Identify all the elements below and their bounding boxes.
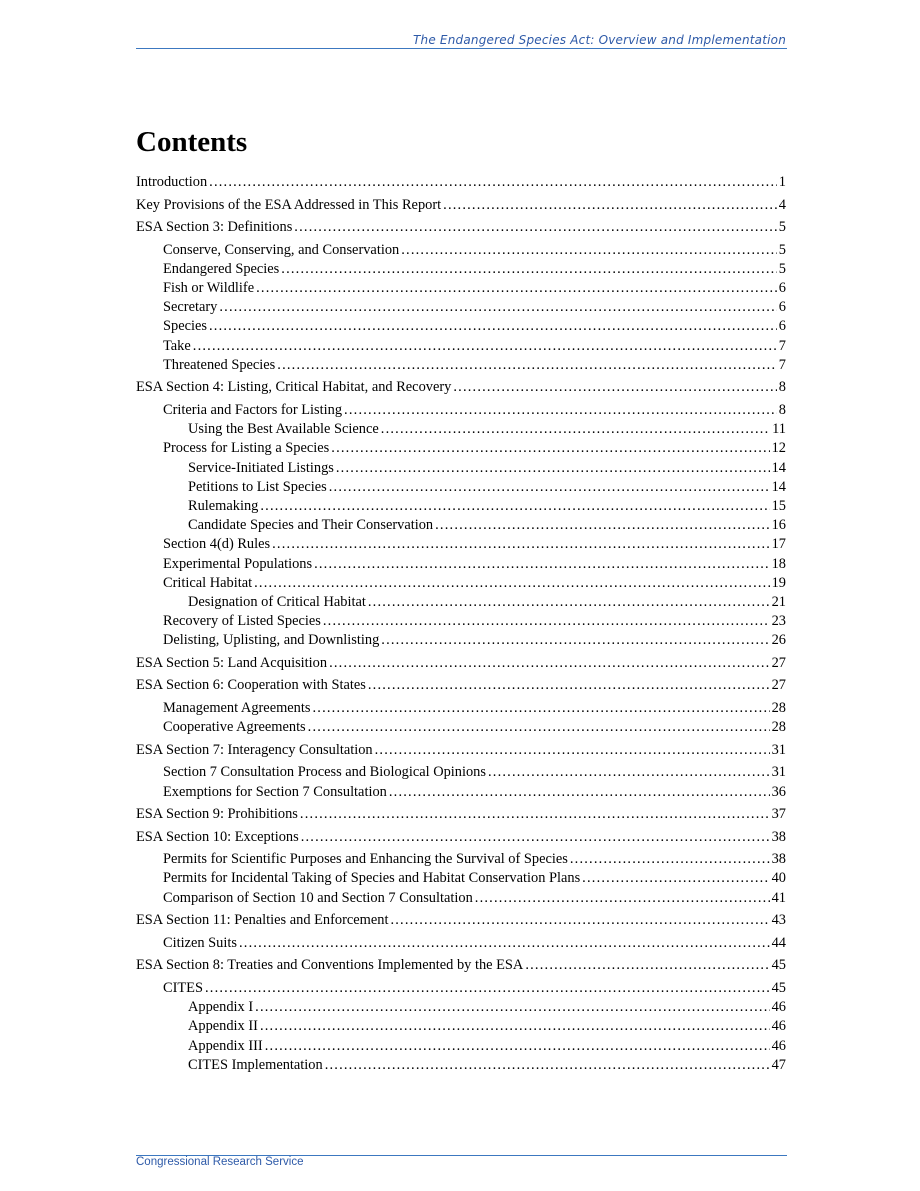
toc-entry-page-number: 11 [772,421,786,438]
toc-dot-leader [475,889,770,908]
toc-entry[interactable] [136,676,786,695]
toc-dot-leader [368,593,770,612]
toc-entry-page-number: 21 [771,593,786,610]
toc-entry-page-number: 14 [771,478,786,495]
toc-entry-label: Secretary [163,299,218,316]
toc-entry[interactable] [136,497,786,516]
toc-entry-label: Introduction [136,174,208,190]
toc-entry-label: ESA Section 5: Land Acquisition [136,654,328,671]
toc-entry-page-number: 45 [771,957,786,974]
toc-entry-label: Management Agreements [163,700,311,716]
toc-dot-leader [336,459,770,478]
toc-entry-label: Experimental Populations [163,555,313,572]
toc-entry-label: Comparison of Section 10 and Section 7 Consultation [163,889,473,906]
toc-dot-leader [443,196,777,215]
toc-entry-label: Critical Habitat [163,574,253,591]
toc-dot-leader [239,934,770,953]
toc-entry-page-number: 5 [778,260,786,277]
toc-dot-leader [277,356,777,375]
toc-entry-page-number: 7 [778,337,786,354]
toc-entry-label: Conserve, Conserving, and Conservation [163,241,400,258]
toc-entry[interactable] [136,401,786,420]
toc-dot-leader [390,911,769,930]
toc-entry-label: Endangered Species [163,260,280,277]
toc-entry-label: Delisting, Uplisting, and Downlisting [163,632,380,649]
toc-dot-leader [300,805,770,824]
toc-entry-page-number: 19 [771,574,786,591]
table-of-contents [136,173,786,1075]
toc-entry-page-number: 46 [771,1018,786,1035]
toc-entry-page-number: 38 [771,851,786,868]
toc-dot-leader [314,555,770,574]
toc-entry-page-number: 27 [771,654,786,671]
toc-entry[interactable] [136,574,786,593]
toc-entry-label: Fish or Wildlife [163,280,255,297]
toc-dot-leader [209,173,777,192]
header-rule [136,48,787,49]
toc-dot-leader [435,516,769,535]
toc-entry-label: ESA Section 8: Treaties and Conventions Implemented by the ESA [136,957,524,974]
toc-entry[interactable] [136,805,786,824]
toc-entry-page-number: 44 [771,934,786,951]
toc-entry-label: ESA Section 4: Listing, Critical Habitat, and Recovery [136,379,452,396]
toc-entry-label: Petitions to List Species [188,478,327,495]
toc-entry-page-number: 36 [771,783,786,800]
toc-entry-page-number: 12 [771,440,786,457]
toc-dot-leader [265,1037,770,1056]
toc-dot-leader [255,998,769,1017]
toc-entry-label: Permits for Scientific Purposes and Enhancing the Survival of Species [163,851,568,868]
toc-entry-label: ESA Section 11: Penalties and Enforcement [136,912,389,929]
toc-entry-page-number: 6 [778,280,786,297]
toc-entry[interactable] [136,555,786,574]
toc-entry[interactable] [136,1017,786,1036]
toc-entry-label: Candidate Species and Their Conservation [188,517,434,534]
toc-entry-page-number: 5 [778,241,786,258]
toc-entry[interactable] [136,535,786,554]
toc-entry-page-number: 8 [778,379,786,396]
toc-dot-leader [294,218,777,237]
toc-entry[interactable] [136,998,786,1017]
toc-dot-leader [368,676,770,695]
toc-entry[interactable] [136,218,786,237]
toc-entry-page-number: 18 [771,555,786,572]
toc-dot-leader [325,1056,770,1075]
toc-entry-label: Service-Initiated Listings [188,459,334,476]
toc-dot-leader [488,763,770,782]
toc-dot-leader [256,279,777,298]
toc-entry-page-number: 31 [771,741,786,758]
toc-entry-page-number: 14 [771,459,786,476]
toc-entry-label: Exemptions for Section 7 Consultation [163,783,387,800]
toc-entry[interactable] [136,699,786,718]
toc-entry-page-number: 38 [771,828,786,845]
toc-entry[interactable] [136,196,786,215]
toc-dot-leader [254,574,769,593]
toc-entry[interactable] [136,828,786,847]
toc-entry-page-number: 40 [771,870,786,887]
toc-entry[interactable] [136,260,786,279]
toc-entry-label: Key Provisions of the ESA Addressed in This Report [136,196,442,213]
toc-dot-leader [453,378,776,397]
toc-entry-label: Citizen Suits [163,934,237,951]
toc-dot-leader [329,654,770,673]
toc-entry-label: Threatened Species [163,356,276,373]
toc-entry-label: Section 4(d) Rules [163,536,271,553]
toc-entry-label: ESA Section 9: Prohibitions [136,806,298,823]
toc-entry[interactable] [136,631,786,650]
toc-entry-label: Permits for Incidental Taking of Species and Habitat Conservation Plans [163,870,581,887]
toc-entry-label: Process for Listing a Species [163,440,330,457]
toc-entry-page-number: 6 [778,299,786,316]
toc-dot-leader [381,420,770,439]
toc-entry[interactable] [136,654,786,673]
toc-entry-label: Take [163,337,191,354]
toc-dot-leader [281,260,777,279]
toc-entry-page-number: 31 [771,764,786,781]
toc-entry[interactable] [136,317,786,336]
toc-entry-page-number: 47 [771,1056,786,1073]
toc-dot-leader [323,612,770,631]
toc-entry[interactable] [136,934,786,953]
toc-entry[interactable] [136,459,786,478]
toc-dot-leader [260,497,769,516]
toc-entry-page-number: 7 [778,356,786,373]
toc-entry[interactable] [136,279,786,298]
toc-entry-label: Species [163,318,207,335]
toc-entry[interactable] [136,356,786,375]
toc-dot-leader [301,828,770,847]
toc-dot-leader [375,741,770,760]
toc-dot-leader [329,478,770,497]
toc-dot-leader [570,850,770,869]
toc-entry[interactable] [136,956,786,975]
toc-entry-page-number: 16 [771,517,786,534]
running-header-title: The Endangered Species Act: Overview and Implementation [413,33,786,47]
toc-dot-leader [219,298,776,317]
toc-entry-page-number: 15 [771,497,786,514]
toc-dot-leader [331,439,769,458]
toc-entry-page-number: 37 [771,806,786,823]
toc-entry[interactable] [136,763,786,782]
toc-entry-page-number: 8 [778,402,786,419]
toc-entry-page-number: 46 [771,999,786,1016]
toc-entry[interactable] [136,718,786,737]
toc-entry-label: Recovery of Listed Species [163,613,321,630]
toc-dot-leader [209,317,777,336]
toc-entry[interactable] [136,420,786,439]
toc-entry-page-number: 17 [771,536,786,553]
toc-entry[interactable] [136,478,786,497]
toc-entry-page-number: 23 [771,613,786,630]
toc-dot-leader [381,631,769,650]
toc-entry[interactable] [136,439,786,458]
toc-entry-label: ESA Section 7: Interagency Consultation [136,741,373,758]
toc-entry[interactable] [136,516,786,535]
toc-entry-label: Section 7 Consultation Process and Biological Opinions [163,764,486,781]
toc-entry[interactable] [136,741,786,760]
toc-entry-label: Cooperative Agreements [163,719,306,736]
toc-entry-page-number: 46 [771,1037,786,1054]
toc-entry[interactable] [136,1056,786,1075]
toc-entry[interactable] [136,869,786,888]
toc-entry[interactable] [136,593,786,612]
toc-entry-page-number: 5 [778,219,786,236]
toc-dot-leader [312,699,769,718]
footer-publisher: Congressional Research Service [136,1156,304,1168]
toc-entry-page-number: 1 [778,174,786,190]
toc-dot-leader [389,783,770,802]
toc-entry-label: CITES Implementation [188,1056,323,1073]
toc-entry-page-number: 28 [771,700,786,716]
toc-entry[interactable] [136,378,786,397]
toc-entry-label: ESA Section 3: Definitions [136,219,293,236]
toc-entry-label: Designation of Critical Habitat [188,593,366,610]
toc-entry[interactable] [136,1037,786,1056]
toc-dot-leader [582,869,769,888]
toc-entry-label: Rulemaking [188,497,259,514]
toc-entry-page-number: 6 [778,318,786,335]
toc-entry-page-number: 45 [771,979,786,996]
toc-dot-leader [344,401,777,420]
toc-entry[interactable] [136,173,786,192]
toc-entry-label: ESA Section 6: Cooperation with States [136,677,366,694]
toc-entry[interactable] [136,241,786,260]
toc-entry[interactable] [136,850,786,869]
toc-entry-label: Criteria and Factors for Listing [163,402,343,419]
toc-entry-label: Appendix II [188,1018,258,1035]
toc-dot-leader [260,1017,770,1036]
toc-entry[interactable] [136,911,786,930]
toc-entry-label: ESA Section 10: Exceptions [136,828,299,845]
toc-entry[interactable] [136,298,786,317]
toc-entry-page-number: 41 [771,889,786,906]
toc-entry[interactable] [136,337,786,356]
toc-dot-leader [193,337,777,356]
toc-entry-label: Appendix III [188,1037,263,1054]
toc-entry-label: Appendix I [188,999,254,1016]
toc-entry-page-number: 43 [771,912,786,929]
toc-entry[interactable] [136,889,786,908]
toc-dot-leader [308,718,770,737]
toc-entry[interactable] [136,783,786,802]
toc-entry[interactable] [136,612,786,631]
toc-entry-label: CITES [163,979,203,996]
toc-dot-leader [525,956,769,975]
toc-dot-leader [205,979,770,998]
toc-entry-label: Using the Best Available Science [188,421,379,438]
toc-entry-page-number: 27 [771,677,786,694]
toc-dot-leader [401,241,777,260]
toc-entry-page-number: 4 [778,196,786,213]
toc-entry-page-number: 26 [771,632,786,649]
page-title: Contents [136,126,248,158]
toc-entry-page-number: 28 [771,719,786,736]
toc-entry[interactable] [136,979,786,998]
toc-dot-leader [272,535,769,554]
